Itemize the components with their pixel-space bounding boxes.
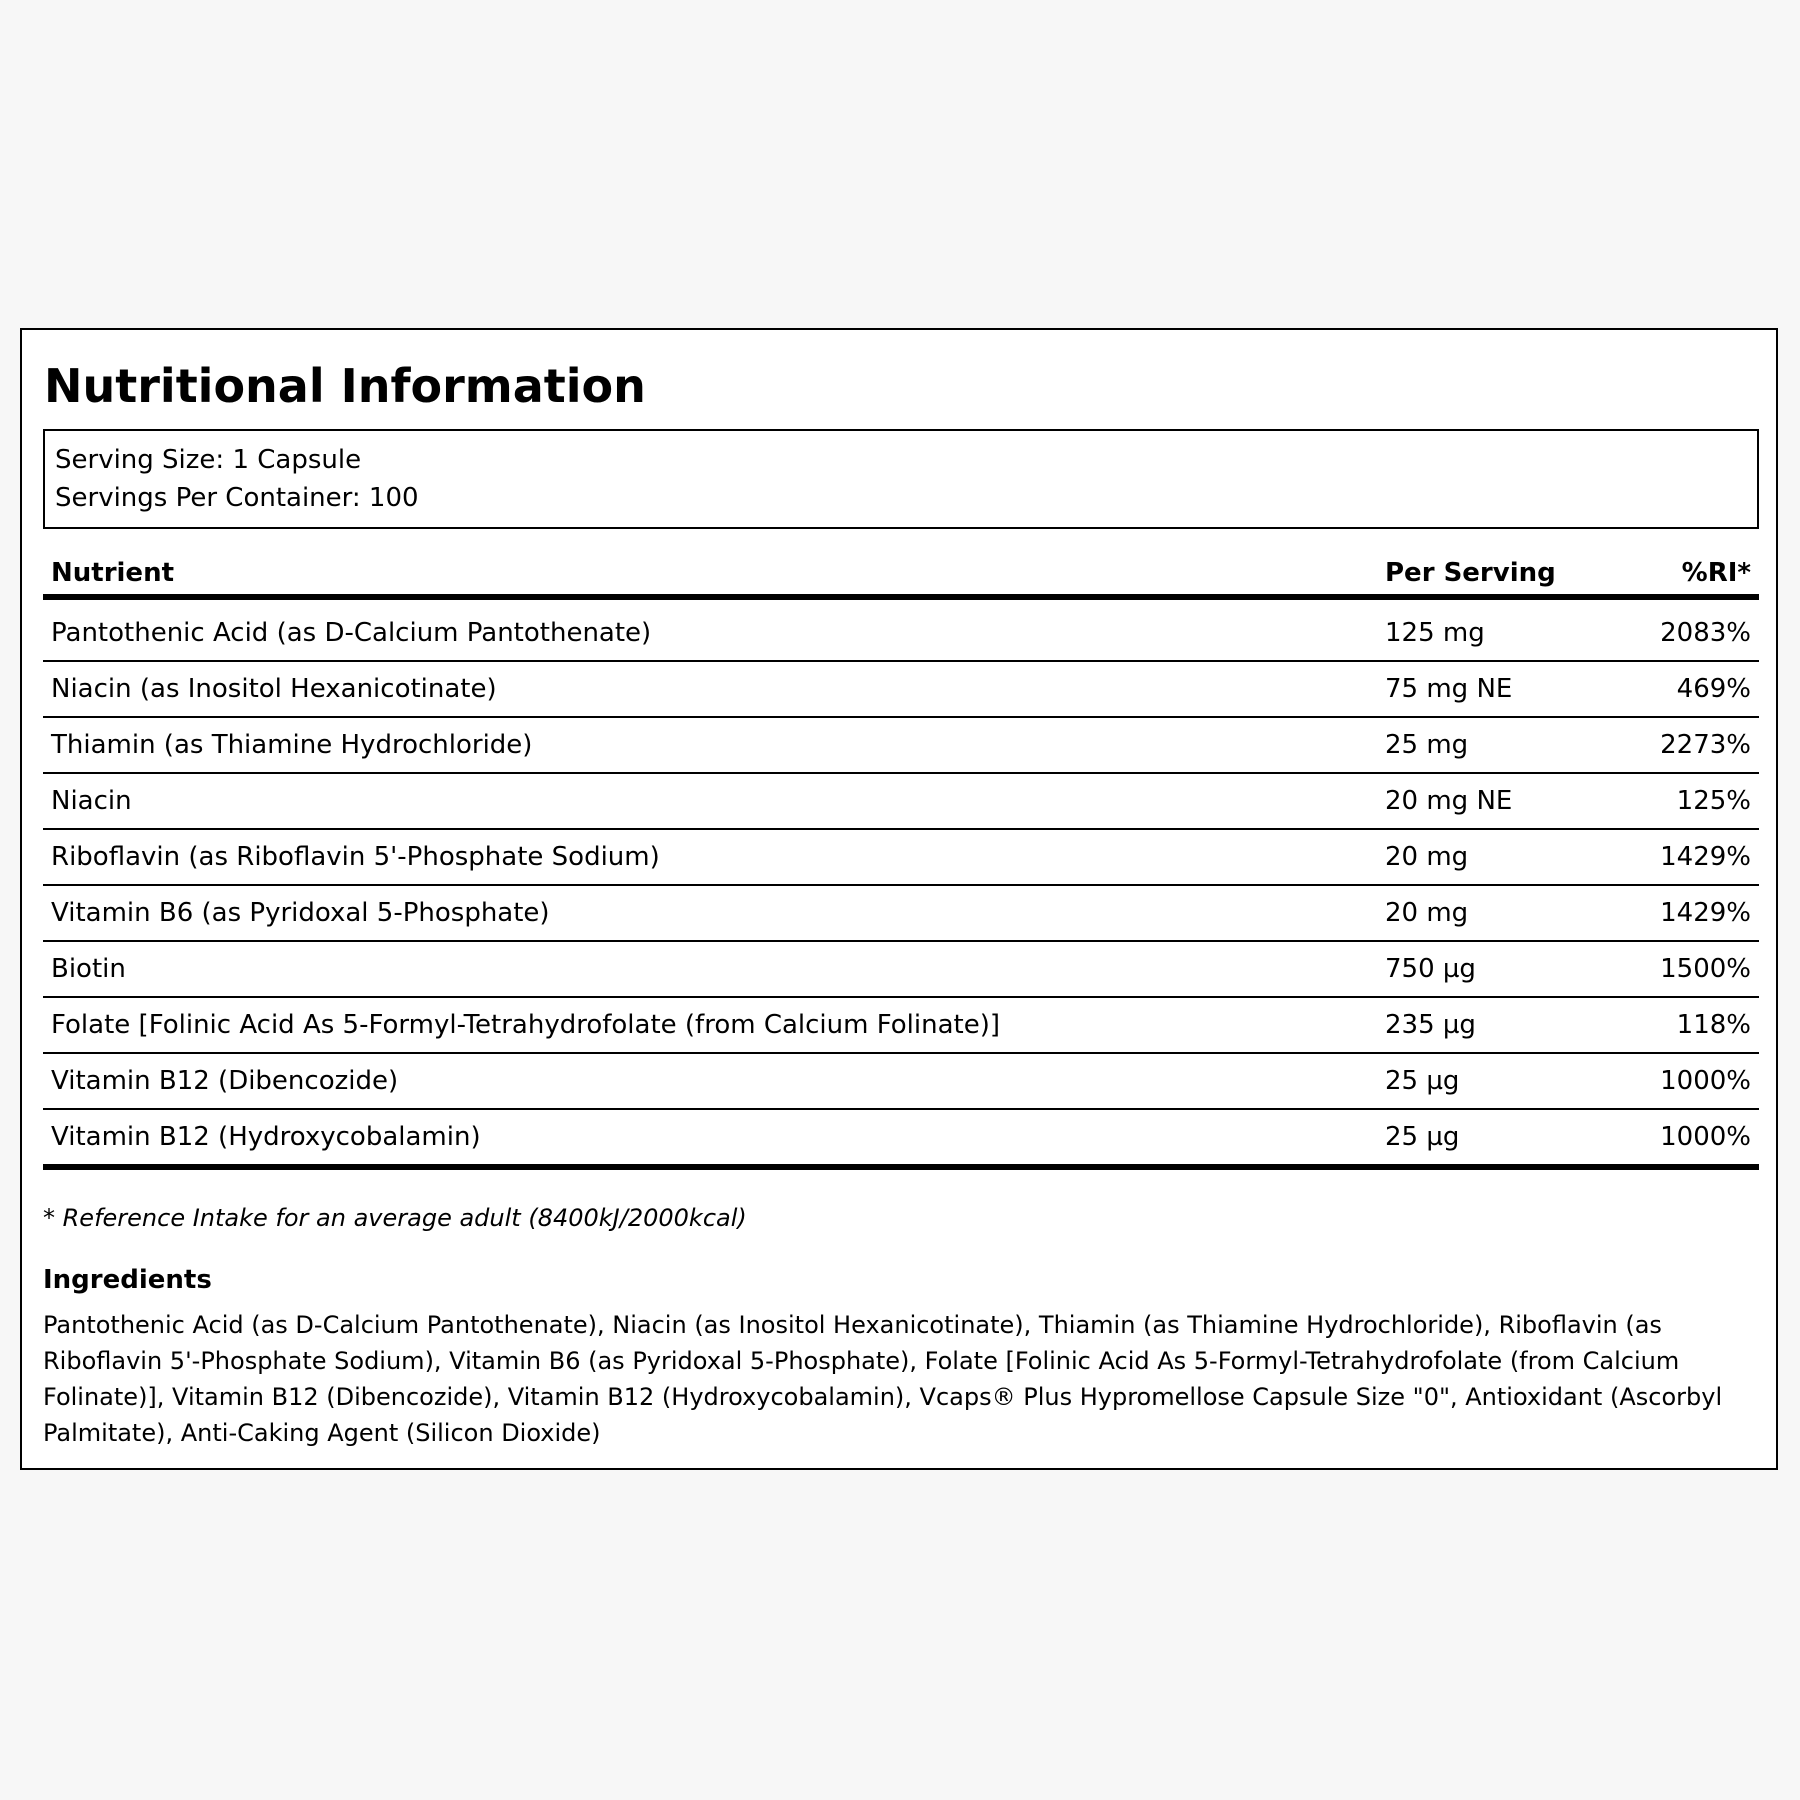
table-row bbox=[43, 662, 1759, 718]
header-ri: %RI* bbox=[1681, 558, 1751, 588]
nutrient-name: Vitamin B12 (Dibencozide) bbox=[51, 1066, 399, 1096]
nutrient-ri: 118% bbox=[1676, 1010, 1751, 1040]
nutrition-panel bbox=[20, 328, 1778, 1470]
nutrient-name: Biotin bbox=[51, 954, 126, 984]
table-row bbox=[43, 886, 1759, 942]
nutrient-amount: 125 mg bbox=[1385, 618, 1485, 648]
nutrient-amount: 750 µg bbox=[1385, 954, 1476, 984]
nutrient-name: Vitamin B6 (as Pyridoxal 5-Phosphate) bbox=[51, 898, 550, 928]
serving-info-box bbox=[43, 429, 1759, 529]
nutrient-ri: 2273% bbox=[1660, 730, 1751, 760]
nutrient-ri: 1500% bbox=[1660, 954, 1751, 984]
ingredients-text: Pantothenic Acid (as D-Calcium Pantothenate), Niacin (as Inositol Hexanicotinate), Thiamin (as Thiamine Hydrochloride), Riboflavin (as Riboflavin 5'-Phosphate Sodium), Vitamin B6 (as Pyridoxal 5-Phosphate), Folate [Folinic Acid As 5-Formyl-Tetrahydrofolate (from Calcium Folinate)], Vitamin B12 (Dibencozide), Vitamin B12 (Hydroxycobalamin), Vcaps® Plus Hypromellose Capsule Size "0", Antioxidant (Ascorbyl Palmitate), Anti-Caking Agent (Silicon Dioxide) bbox=[43, 1311, 1723, 1447]
serving-size: Serving Size: 1 Capsule bbox=[55, 445, 362, 475]
table-row bbox=[43, 998, 1759, 1054]
reference-intake-footnote: * Reference Intake for an average adult (8400kJ/2000kcal) bbox=[43, 1204, 747, 1232]
servings-per-container: Servings Per Container: 100 bbox=[55, 483, 419, 513]
nutrient-amount: 20 mg NE bbox=[1385, 786, 1513, 816]
table-row bbox=[43, 942, 1759, 998]
nutrient-amount: 25 mg bbox=[1385, 730, 1469, 760]
nutrient-name: Pantothenic Acid (as D-Calcium Pantothenate) bbox=[51, 618, 652, 648]
table-row bbox=[43, 606, 1759, 662]
nutrient-ri: 125% bbox=[1676, 786, 1751, 816]
nutrient-amount: 20 mg bbox=[1385, 842, 1469, 872]
table-body bbox=[43, 600, 1759, 1170]
table-row bbox=[43, 774, 1759, 830]
nutrient-name: Riboflavin (as Riboflavin 5'-Phosphate Sodium) bbox=[51, 842, 660, 872]
nutrient-amount: 75 mg NE bbox=[1385, 674, 1513, 704]
nutrient-ri: 1429% bbox=[1660, 842, 1751, 872]
table-row bbox=[43, 718, 1759, 774]
page-title: Nutritional Information bbox=[44, 359, 646, 413]
table-row bbox=[43, 830, 1759, 886]
nutrient-ri: 1429% bbox=[1660, 898, 1751, 928]
nutrient-name: Niacin bbox=[51, 786, 132, 816]
nutrient-ri: 469% bbox=[1676, 674, 1751, 704]
nutrient-amount: 20 mg bbox=[1385, 898, 1469, 928]
ingredients-heading: Ingredients bbox=[43, 1265, 212, 1295]
header-per-serving: Per Serving bbox=[1385, 558, 1556, 588]
nutrient-name: Folate [Folinic Acid As 5-Formyl-Tetrahydrofolate (from Calcium Folinate)] bbox=[51, 1010, 1000, 1040]
nutrient-table bbox=[43, 542, 1759, 1170]
nutrient-amount: 25 µg bbox=[1385, 1066, 1460, 1096]
nutrient-amount: 235 µg bbox=[1385, 1010, 1476, 1040]
nutrient-ri: 1000% bbox=[1660, 1122, 1751, 1152]
nutrient-amount: 25 µg bbox=[1385, 1122, 1460, 1152]
table-header-row bbox=[43, 542, 1759, 600]
nutrient-name: Thiamin (as Thiamine Hydrochloride) bbox=[51, 730, 533, 760]
header-nutrient: Nutrient bbox=[51, 558, 175, 588]
table-row bbox=[43, 1054, 1759, 1110]
nutrient-name: Niacin (as Inositol Hexanicotinate) bbox=[51, 674, 497, 704]
nutrient-ri: 1000% bbox=[1660, 1066, 1751, 1096]
table-row bbox=[43, 1110, 1759, 1164]
nutrient-ri: 2083% bbox=[1660, 618, 1751, 648]
nutrient-name: Vitamin B12 (Hydroxycobalamin) bbox=[51, 1122, 481, 1152]
